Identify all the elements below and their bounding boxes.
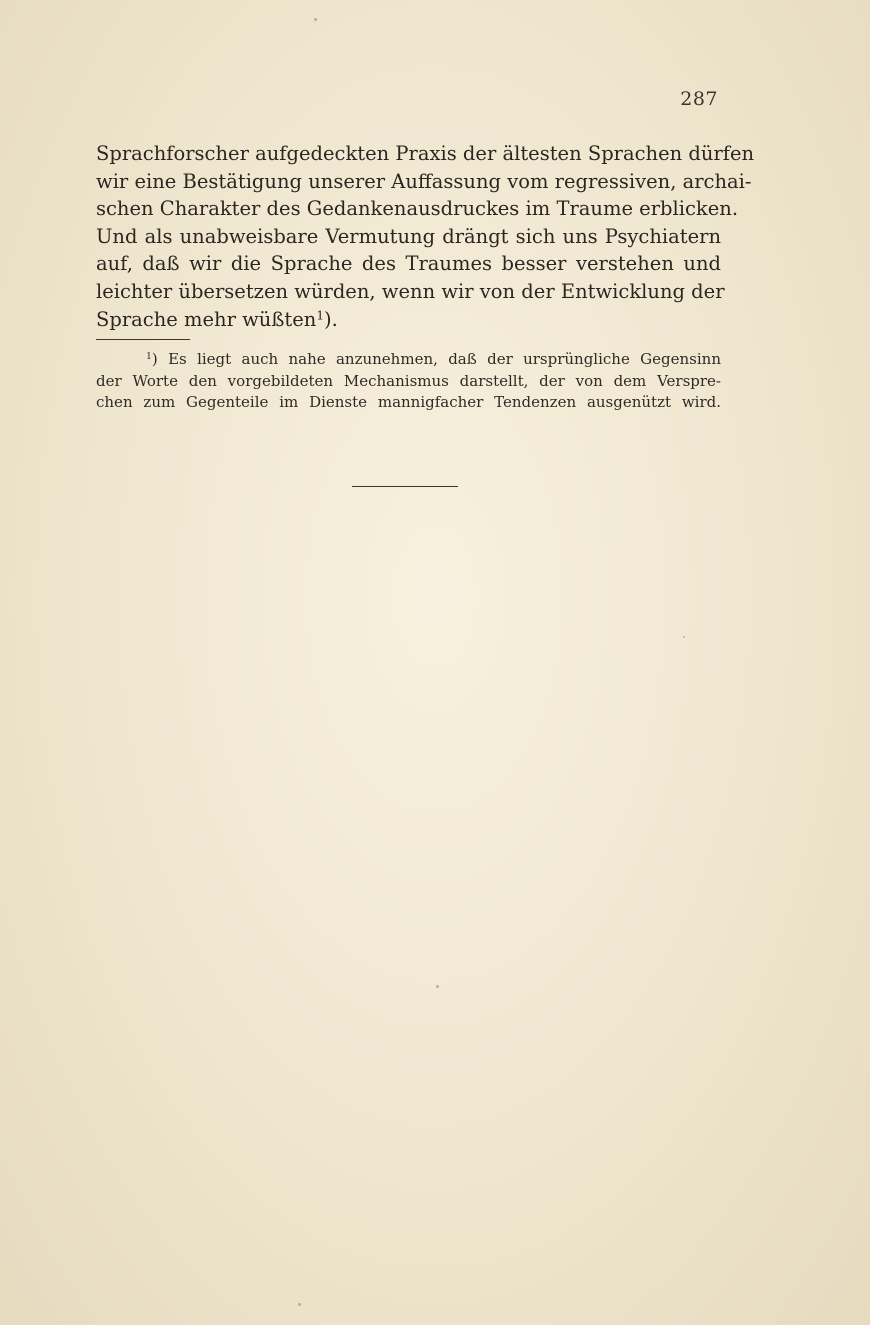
text-line: wir eine Bestätigung unserer Auffassung vom regressiven, archai-	[96, 169, 752, 193]
text-line: Und als unabweisbare Vermutung drängt sich uns Psychiatern	[96, 224, 721, 248]
footnote-marker: 1	[146, 350, 152, 362]
body-paragraph	[96, 140, 755, 333]
last-line-end: ).	[324, 307, 338, 331]
text-line: Sprachforscher aufgedeckten Praxis der ältesten Sprachen dürfen	[96, 142, 755, 165]
paper-speck	[436, 985, 439, 988]
text-line: auf, daß wir die Sprache des Traumes besser verstehen und	[96, 252, 721, 276]
section-end-rule	[352, 486, 458, 487]
footnote-separator	[96, 339, 190, 340]
text-line: leichter übersetzen würden, wenn wir von der Entwicklung der	[96, 279, 725, 303]
paper-speck	[298, 1303, 301, 1306]
footnote-line: der Worte den vorgebildeten Mechanismus darstellt, der von dem Verspre-	[96, 371, 721, 390]
footnote-line: chen zum Gegenteile im Dienste mannigfacher Tendenzen ausgenützt wird.	[96, 393, 721, 411]
text-line: schen Charakter des Gedankenausdruckes im Traume erblicken.	[96, 197, 739, 221]
paper-speck	[683, 636, 685, 638]
text-line-last	[96, 306, 721, 334]
footnote	[96, 349, 721, 414]
footnote-reference: 1	[316, 307, 325, 322]
page-number: 287	[680, 88, 718, 110]
footnote-line	[96, 349, 721, 371]
paper-speck	[314, 18, 317, 21]
last-line-text: Sprache mehr wüßten	[96, 307, 317, 331]
footnote-line-text: ) Es liegt auch nahe anzunehmen, daß der ursprüngliche Gegensinn	[151, 350, 721, 368]
